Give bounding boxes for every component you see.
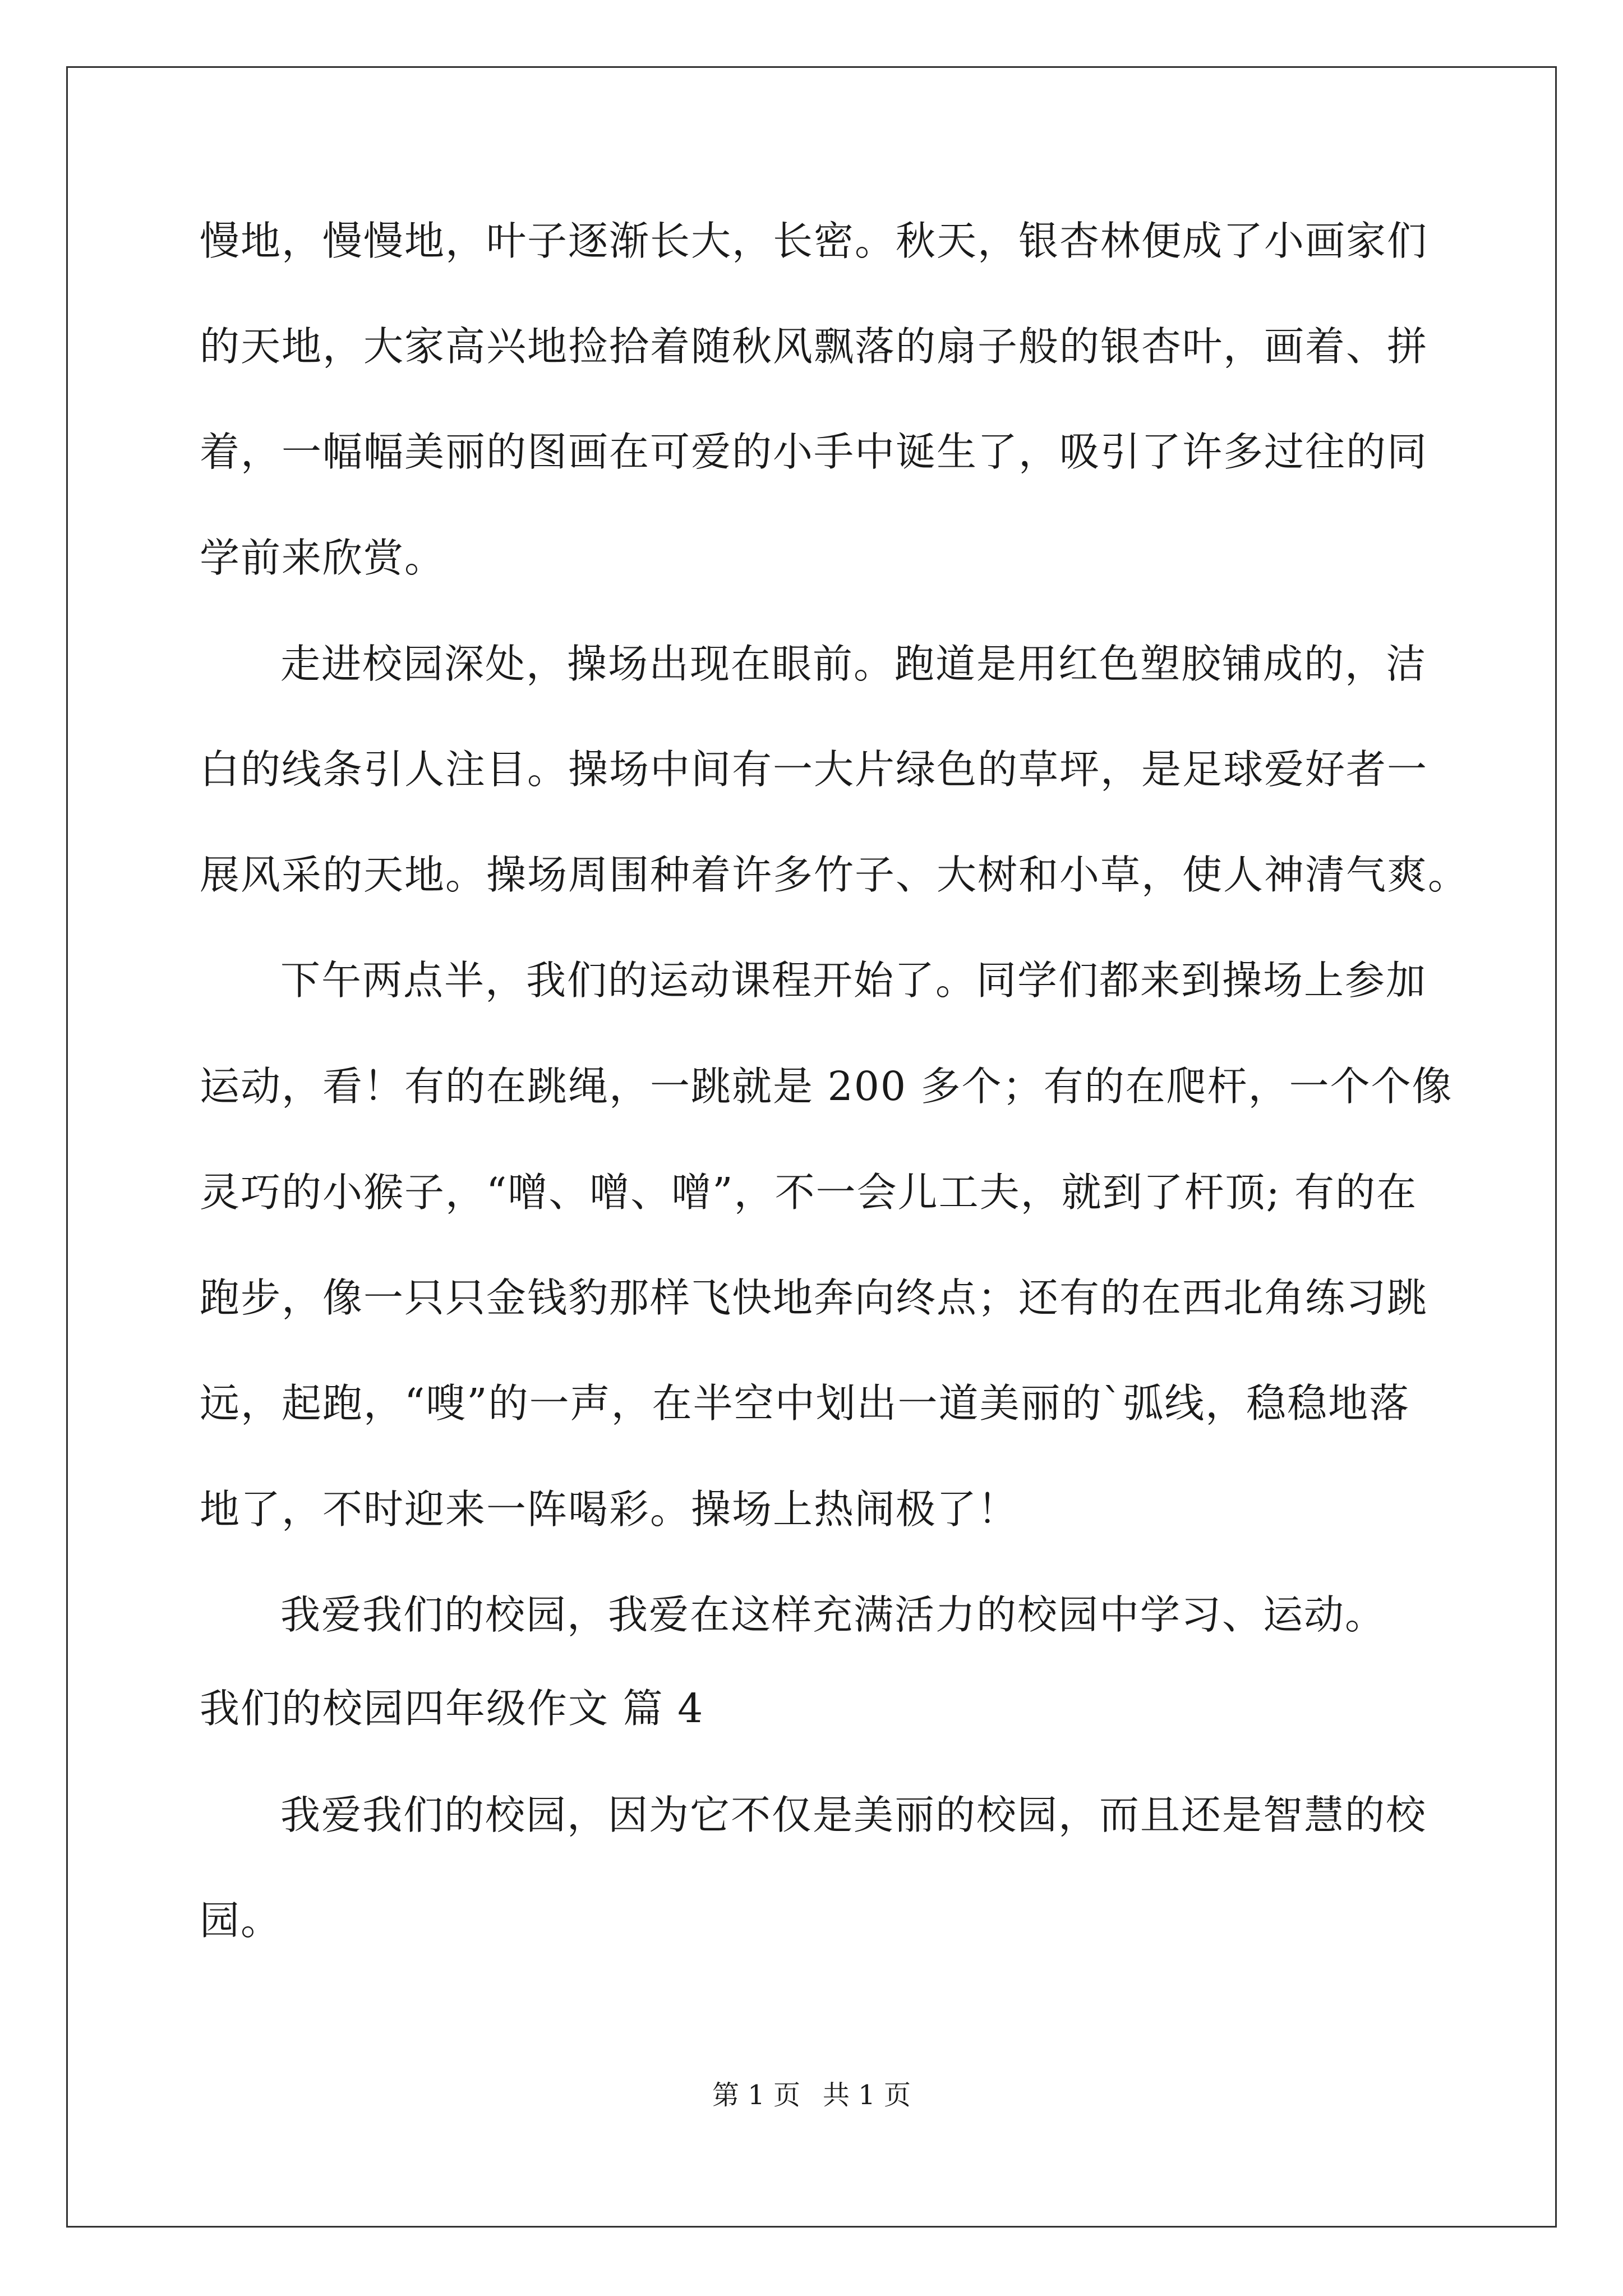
text-line: 走进校园深处，操场出现在眼前。跑道是用红色塑胶铺成的，洁 <box>280 641 1427 687</box>
page-frame <box>66 66 1557 2228</box>
text-line: 学前来欣赏。 <box>200 535 446 581</box>
section-heading: 我们的校园四年级作文 篇 4 <box>200 1685 704 1732</box>
page-number-current: 第 1 页 <box>712 2079 800 2111</box>
text-line: 的天地，大家高兴地捡拾着随秋风飘落的扇子般的银杏叶，画着、拼 <box>200 323 1428 370</box>
text-line: 地了，不时迎来一阵喝彩。操场上热闹极了！ <box>200 1486 1019 1533</box>
text-line: 灵巧的小猴子，“噌、噌、噌”，不一会儿工夫，就到了杆顶; 有的在 <box>200 1169 1418 1216</box>
text-line: 我爱我们的校园，我爱在这样充满活力的校园中学习、运动。 <box>280 1591 1386 1638</box>
text-line: 运动，看！有的在跳绳，一跳就是 200 多个；有的在爬杆，一个个像 <box>200 1063 1453 1110</box>
page-footer <box>0 2078 1623 2112</box>
text-line: 跑步，像一只只金钱豹那样飞快地奔向终点；还有的在西北角练习跳 <box>200 1274 1428 1321</box>
text-line: 园。 <box>200 1897 282 1944</box>
text-line: 慢地，慢慢地，叶子逐渐长大，长密。秋天，银杏林便成了小画家们 <box>200 218 1428 264</box>
text-line: 白的线条引人注目。操场中间有一大片绿色的草坪，是足球爱好者一 <box>200 746 1428 793</box>
text-line: 下午两点半，我们的运动课程开始了。同学们都来到操场上参加 <box>280 957 1427 1004</box>
text-line: 我爱我们的校园，因为它不仅是美丽的校园，而且还是智慧的校 <box>280 1792 1427 1838</box>
text-line: 着，一幅幅美丽的图画在可爱的小手中诞生了，吸引了许多过往的同 <box>200 429 1428 475</box>
text-line: 远，起跑，“嗖”的一声，在半空中划出一道美丽的`弧线，稳稳地落 <box>200 1380 1410 1427</box>
page-number-total: 共 1 页 <box>823 2079 911 2111</box>
text-line: 展风采的天地。操场周围种着许多竹子、大树和小草，使人神清气爽。 <box>200 852 1469 898</box>
